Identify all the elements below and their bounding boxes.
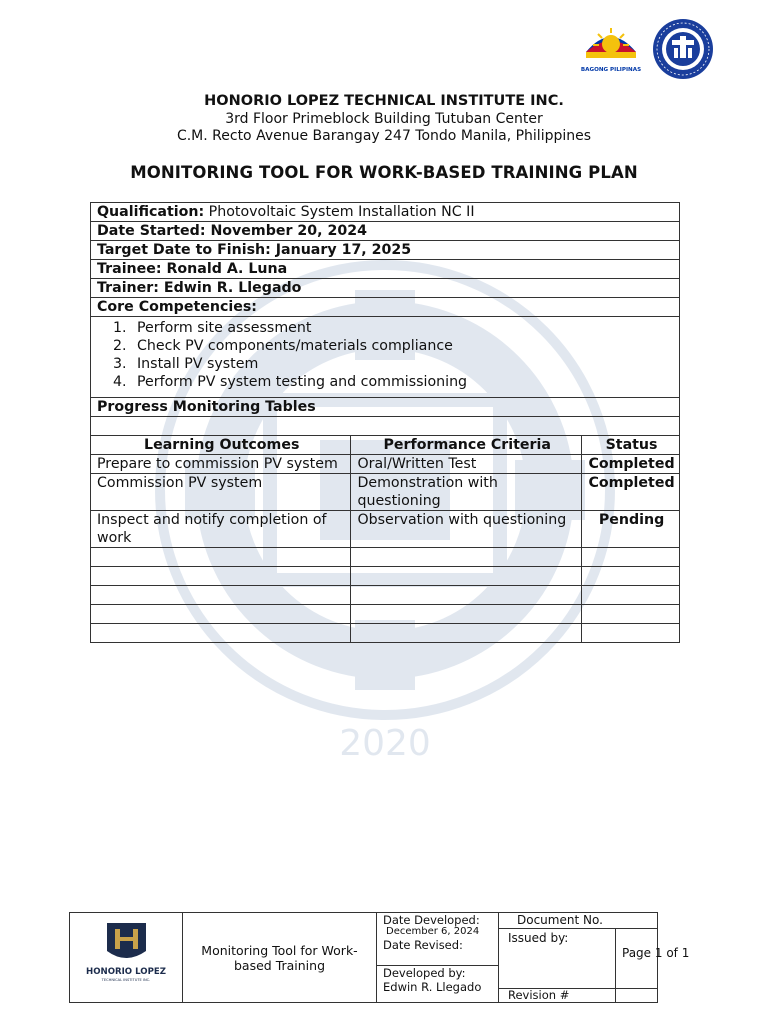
header-status: Status xyxy=(582,436,680,455)
empty-row xyxy=(91,624,680,643)
qualification-row xyxy=(91,203,680,222)
revision-number: Revision # xyxy=(499,989,616,1002)
list-item: 1. Perform site assessment xyxy=(113,320,312,336)
table-header-row xyxy=(91,436,680,455)
progress-label: Progress Monitoring Tables xyxy=(91,398,680,417)
watermark-year: 2020 xyxy=(339,723,431,764)
criteria-cell: Observation with questioning xyxy=(351,511,582,548)
honorio-lopez-logo xyxy=(70,913,183,1002)
footer-dates-cell xyxy=(377,913,499,1002)
table-row xyxy=(91,474,680,511)
address-line-1: 3rd Floor Primeblock Building Tutuban Center xyxy=(225,111,543,127)
document-title: MONITORING TOOL FOR WORK-BASED TRAINING PLAN xyxy=(130,163,638,182)
monitoring-table xyxy=(90,202,680,643)
footer-title: Monitoring Tool for Work-based Training xyxy=(183,913,377,1002)
status-cell: Completed xyxy=(582,474,680,511)
outcome-cell: Inspect and notify completion of work xyxy=(91,511,351,548)
header-performance-criteria: Performance Criteria xyxy=(351,436,582,455)
status-cell: Pending xyxy=(582,511,680,548)
footer-logo-text: HONORIO LOPEZ xyxy=(86,967,166,977)
empty-row xyxy=(91,586,680,605)
empty-row xyxy=(91,567,680,586)
date-developed-label: Date Developed: xyxy=(383,913,480,927)
outcome-cell: Prepare to commission PV system xyxy=(91,455,351,474)
tesda-logo xyxy=(650,18,716,80)
table-row xyxy=(91,511,680,548)
date-started: Date Started: November 20, 2024 xyxy=(91,222,680,241)
spacer-row xyxy=(91,417,680,436)
document-footer xyxy=(69,912,690,1003)
list-item: 4. Perform PV system testing and commissioning xyxy=(113,374,468,390)
developed-by-value: Edwin R. Llegado xyxy=(383,980,482,994)
criteria-cell: Oral/Written Test xyxy=(351,455,582,474)
status-cell: Completed xyxy=(582,455,680,474)
institute-name: HONORIO LOPEZ TECHNICAL INSTITUTE INC. xyxy=(204,93,564,109)
trainee: Trainee: Ronald A. Luna xyxy=(91,260,680,279)
empty-row xyxy=(91,605,680,624)
list-item: 3. Install PV system xyxy=(113,356,259,372)
qualification-value: Photovoltaic System Installation NC II xyxy=(208,204,475,220)
page-number: Page 1 of 1 xyxy=(622,946,690,960)
target-date: Target Date to Finish: January 17, 2025 xyxy=(91,241,680,260)
address-line-2: C.M. Recto Avenue Barangay 247 Tondo Manila, Philippines xyxy=(176,128,592,144)
qualification-label: Qualification: xyxy=(97,204,205,220)
criteria-cell: Demonstration with questioning xyxy=(351,474,582,511)
date-revised-label: Date Revised: xyxy=(383,938,463,952)
outcome-cell: Commission PV system xyxy=(91,474,351,511)
bagong-pilipinas-caption: BAGONG PILIPINAS xyxy=(580,67,642,73)
developed-by-label: Developed by: xyxy=(383,966,466,980)
list-item: 2. Check PV components/materials compliance xyxy=(113,338,453,354)
core-competencies-list xyxy=(91,317,680,398)
header-learning-outcomes: Learning Outcomes xyxy=(91,436,351,455)
trainer: Trainer: Edwin R. Llegado xyxy=(91,279,680,298)
footer-logo-subtext: TECHNICAL INSTITUTE INC. xyxy=(101,978,151,982)
issued-by: Issued by: xyxy=(499,929,616,989)
core-competencies-label: Core Competencies: xyxy=(91,298,680,317)
date-developed-value: December 6, 2024 xyxy=(386,926,480,937)
page-number-cell xyxy=(616,929,690,989)
footer-logo-cell xyxy=(70,913,183,1002)
table-row xyxy=(91,455,680,474)
document-number: Document No. xyxy=(499,913,657,929)
bagong-pilipinas-logo xyxy=(578,24,644,76)
empty-row xyxy=(91,548,680,567)
